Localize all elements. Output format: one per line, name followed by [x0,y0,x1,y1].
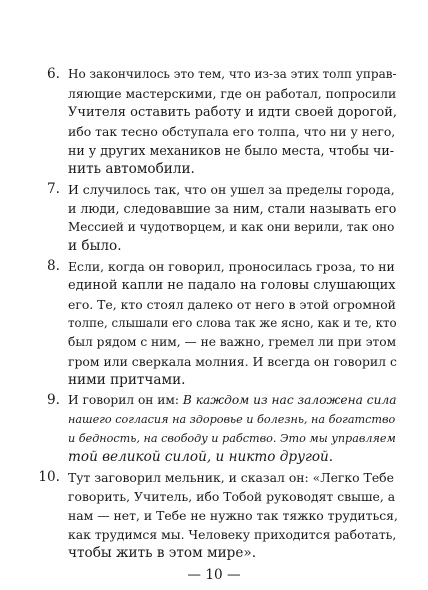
verse-line: нить автомобили. [68,161,195,177]
verse-line: ними притчами. [68,372,186,388]
verse-text-italic: В каждом из нас заложена сила [182,393,397,407]
verse-line: как трудимся мы. Человеку приходится работать, [68,527,397,542]
verse-line [68,391,396,410]
verse-line: толпе, слышали его слова так же ясно, как и те, кто [68,316,397,330]
verse-line: ибо так тесно обступала его толпа, что ни у него, [68,124,396,139]
verse-line: чтобы жить в этом мире». [68,545,257,561]
verse-line: Если, когда он говорил, проносилась гроза, то ни [68,259,395,274]
verse-line: и люди, следовавшие за ним, стали называть его [68,201,397,216]
verse-line: Но закончилось это тем, что из-за этих толп управ- [68,67,397,81]
verse-line: И случилось так, что он ушел за пределы города, [68,182,395,197]
verse-line: ни у других механиков не было места, чтобы чи- [68,143,395,158]
verse-line: ляющие мастерскими, где он работал, попросили [68,86,397,101]
verse-line: Учителя оставить работу и идти своей дорогой, [68,105,398,120]
verse-line-italic: той великой силой, и никто другой. [68,449,334,465]
verse-line: Тут заговорил мельник, и сказал он: «Легко Тебе [68,470,394,485]
verse-text-plain: И говорил он им: [68,393,183,407]
verse-line: Мессией и чудотворцем, и как они верили, так оно [68,220,395,234]
verse-line-italic: нашего согласия на здоровье и болезнь, на богатство [68,413,396,426]
verse-line: и было. [68,238,122,254]
verse-line: его. Те, кто стоял далеко от него в этой огромной [68,297,396,312]
verse-line: был рядом с ним, — не важно, гремел ли при этом [68,335,397,349]
verse-line-italic: и бедность, на свободу и рабство. Это мы управляем [68,432,396,445]
verse-number: 9. [47,392,60,408]
verse-number: 8. [47,258,60,274]
verse-number: 7. [47,181,60,197]
verse-line: нам — нет, и Тебе не нужно так тяжко трудиться, [68,508,398,523]
verse-number: 6. [47,66,60,82]
verse-line: говорить, Учитель, ибо Тобой руководят свыше, а [68,489,396,504]
verse-line: единой капли не падало на головы слушающих [68,278,396,293]
page-number: — 10 — [187,567,241,583]
verse-number: 10. [38,469,60,485]
verse-line: гром или сверкала молния. И всегда он говорил с [68,354,397,369]
